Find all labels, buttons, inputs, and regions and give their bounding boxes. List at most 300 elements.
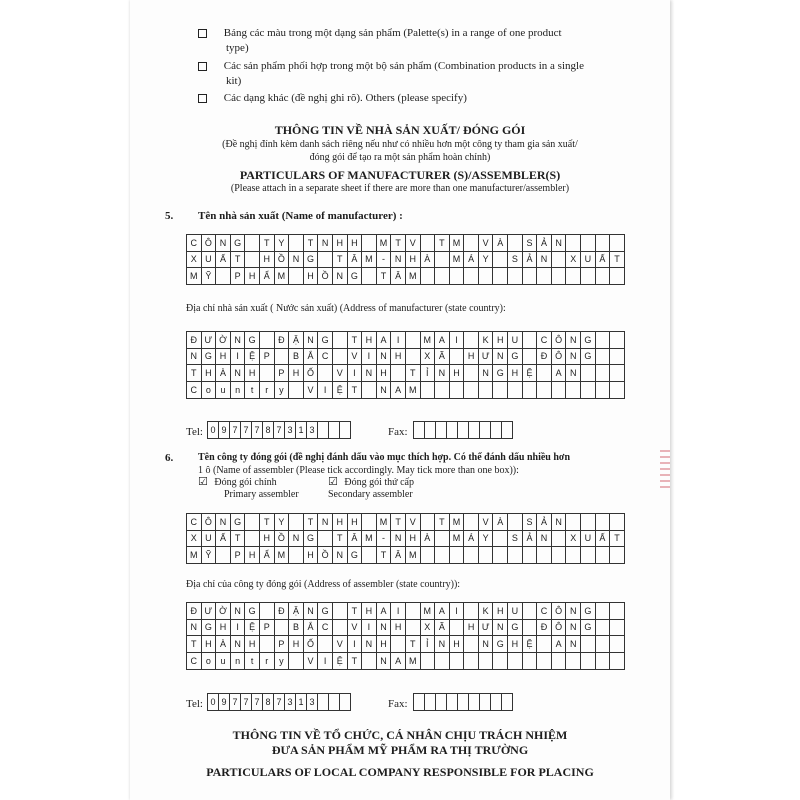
char-cell[interactable] [421,382,436,398]
char-cell[interactable]: U [202,251,217,267]
char-cell[interactable]: C [187,382,202,398]
char-cell[interactable] [610,603,625,619]
char-cell[interactable]: N [304,332,319,348]
char-cell[interactable] [333,619,348,635]
grid-row[interactable] [186,234,625,252]
char-cell[interactable]: Ắ [304,348,319,364]
char-cell[interactable]: I [348,365,363,381]
char-cell[interactable] [552,547,567,563]
char-cell[interactable]: G [202,348,217,364]
char-cell[interactable]: N [493,348,508,364]
char-cell[interactable]: G [581,348,596,364]
char-cell[interactable] [493,653,508,669]
char-cell[interactable] [596,619,611,635]
char-cell[interactable]: Ệ [523,636,538,652]
char-cell[interactable] [464,547,479,563]
char-cell[interactable]: A [552,636,567,652]
char-cell[interactable]: 8 [263,422,274,438]
char-cell[interactable] [581,514,596,530]
char-cell[interactable] [318,530,333,546]
char-cell[interactable] [391,365,406,381]
char-cell[interactable]: G [202,619,217,635]
char-cell[interactable] [260,603,275,619]
char-cell[interactable] [493,547,508,563]
char-cell[interactable]: n [231,382,246,398]
char-cell[interactable] [340,422,351,438]
char-cell[interactable]: n [231,653,246,669]
char-cell[interactable]: Ẩ [260,547,275,563]
char-cell[interactable]: H [333,514,348,530]
char-cell[interactable]: G [231,514,246,530]
char-cell[interactable]: H [450,636,465,652]
char-cell[interactable]: G [304,251,319,267]
char-cell[interactable]: N [333,268,348,284]
char-cell[interactable]: G [304,530,319,546]
char-cell[interactable]: H [245,365,260,381]
char-cell[interactable]: H [464,619,479,635]
char-cell[interactable] [362,268,377,284]
char-cell[interactable] [333,332,348,348]
char-cell[interactable]: M [450,235,465,251]
grid-row[interactable] [186,636,625,653]
char-cell[interactable]: A [435,332,450,348]
char-cell[interactable]: 3 [307,694,318,710]
char-cell[interactable]: T [391,235,406,251]
char-cell[interactable]: y [275,382,290,398]
char-cell[interactable] [479,653,494,669]
char-cell[interactable]: 7 [230,422,241,438]
char-cell[interactable] [464,653,479,669]
char-cell[interactable]: N [289,530,304,546]
grid-row[interactable] [186,513,625,531]
char-cell[interactable] [566,547,581,563]
char-cell[interactable]: Á [464,251,479,267]
char-cell[interactable]: Ỉ [421,636,436,652]
char-cell[interactable]: A [377,332,392,348]
char-cell[interactable]: Ắ [304,619,319,635]
char-cell[interactable] [289,235,304,251]
char-cell[interactable]: H [362,332,377,348]
char-cell[interactable]: N [479,636,494,652]
char-cell[interactable]: N [187,348,202,364]
char-cell[interactable] [362,514,377,530]
char-cell[interactable]: T [231,251,246,267]
char-cell[interactable]: M [450,514,465,530]
char-cell[interactable]: V [304,653,319,669]
char-cell[interactable] [523,653,538,669]
char-cell[interactable] [596,547,611,563]
char-cell[interactable] [596,636,611,652]
char-cell[interactable]: G [318,332,333,348]
char-cell[interactable]: u [216,653,231,669]
char-cell[interactable]: I [391,332,406,348]
char-cell[interactable]: H [406,530,421,546]
char-cell[interactable]: T [304,514,319,530]
char-cell[interactable]: N [435,365,450,381]
char-cell[interactable]: T [348,382,363,398]
char-cell[interactable]: H [216,348,231,364]
char-cell[interactable]: V [406,514,421,530]
char-cell[interactable] [552,530,567,546]
char-cell[interactable]: Ấ [596,251,611,267]
char-cell[interactable] [333,603,348,619]
char-cell[interactable]: H [260,530,275,546]
secondary-assembler-option[interactable]: ☑ Đóng gói thứ cấp [328,475,414,488]
char-cell[interactable]: Ờ [216,603,231,619]
char-cell[interactable] [610,382,625,398]
char-cell[interactable] [245,235,260,251]
char-cell[interactable]: Ỹ [202,268,217,284]
char-cell[interactable] [537,653,552,669]
char-cell[interactable] [245,251,260,267]
char-cell[interactable]: Ả [537,514,552,530]
char-cell[interactable]: S [508,251,523,267]
char-cell[interactable] [362,653,377,669]
char-cell[interactable] [581,365,596,381]
char-cell[interactable]: t [245,653,260,669]
char-cell[interactable] [464,235,479,251]
option-combination[interactable]: Các sản phẩm phối hợp trong một bộ sản phẩm (Combination products in a single [198,60,584,72]
char-cell[interactable]: U [508,603,523,619]
char-cell[interactable] [491,694,502,710]
char-cell[interactable]: À [216,365,231,381]
char-cell[interactable] [406,619,421,635]
char-cell[interactable]: Ấ [596,530,611,546]
char-cell[interactable]: I [450,603,465,619]
char-cell[interactable]: Ã [435,619,450,635]
char-cell[interactable]: À [493,235,508,251]
char-cell[interactable]: Ồ [275,251,290,267]
char-cell[interactable]: M [275,547,290,563]
char-cell[interactable]: Ả [523,530,538,546]
checkbox[interactable] [198,62,207,71]
char-cell[interactable] [493,251,508,267]
char-cell[interactable]: 7 [274,694,285,710]
char-cell[interactable] [421,547,436,563]
char-cell[interactable]: C [318,619,333,635]
char-cell[interactable] [610,365,625,381]
char-cell[interactable]: N [187,619,202,635]
char-cell[interactable]: 9 [219,694,230,710]
char-cell[interactable]: Đ [275,332,290,348]
char-cell[interactable] [318,694,329,710]
char-cell[interactable]: X [421,348,436,364]
char-cell[interactable] [581,547,596,563]
char-cell[interactable]: Ặ [289,603,304,619]
char-cell[interactable]: Á [464,530,479,546]
char-cell[interactable] [425,694,436,710]
char-cell[interactable]: Ấ [216,251,231,267]
grid-row[interactable] [186,251,625,268]
char-cell[interactable]: X [187,530,202,546]
char-cell[interactable]: H [245,636,260,652]
char-cell[interactable]: Ẩ [260,268,275,284]
char-cell[interactable]: Ô [552,332,567,348]
char-cell[interactable]: 0 [208,422,219,438]
char-cell[interactable]: H [202,636,217,652]
char-cell[interactable]: T [333,251,348,267]
char-cell[interactable]: T [610,251,625,267]
char-cell[interactable]: N [566,365,581,381]
char-cell[interactable] [362,235,377,251]
char-cell[interactable] [464,636,479,652]
char-cell[interactable]: G [348,268,363,284]
char-cell[interactable]: T [260,514,275,530]
char-cell[interactable]: Đ [537,619,552,635]
char-cell[interactable]: M [362,530,377,546]
char-cell[interactable] [318,636,333,652]
char-cell[interactable]: T [187,636,202,652]
char-cell[interactable]: 1 [296,694,307,710]
char-cell[interactable]: C [318,348,333,364]
char-cell[interactable]: G [493,636,508,652]
char-cell[interactable] [596,348,611,364]
char-cell[interactable] [435,530,450,546]
char-cell[interactable]: M [406,382,421,398]
char-cell[interactable] [596,332,611,348]
char-cell[interactable]: P [260,619,275,635]
char-cell[interactable] [245,530,260,546]
char-cell[interactable]: G [581,603,596,619]
char-cell[interactable] [340,694,351,710]
char-cell[interactable] [566,268,581,284]
grid-row[interactable] [186,382,625,399]
char-cell[interactable]: H [406,251,421,267]
char-cell[interactable]: N [552,514,567,530]
char-cell[interactable]: H [304,268,319,284]
char-cell[interactable]: P [275,636,290,652]
char-cell[interactable]: H [464,348,479,364]
char-cell[interactable]: Đ [275,603,290,619]
char-cell[interactable]: Ã [435,348,450,364]
char-cell[interactable]: I [348,636,363,652]
char-cell[interactable]: Ả [537,235,552,251]
char-cell[interactable]: T [610,530,625,546]
char-cell[interactable]: T [348,653,363,669]
char-cell[interactable]: B [289,348,304,364]
char-cell[interactable] [537,268,552,284]
char-cell[interactable]: C [537,332,552,348]
char-cell[interactable]: N [566,603,581,619]
char-cell[interactable]: N [479,365,494,381]
char-cell[interactable] [523,603,538,619]
char-cell[interactable] [329,422,340,438]
char-cell[interactable]: H [289,365,304,381]
char-cell[interactable] [362,382,377,398]
char-cell[interactable] [450,547,465,563]
char-cell[interactable]: M [406,268,421,284]
char-cell[interactable]: M [406,653,421,669]
char-cell[interactable] [479,382,494,398]
char-cell[interactable]: T [348,603,363,619]
char-cell[interactable]: M [362,251,377,267]
char-cell[interactable] [406,603,421,619]
char-cell[interactable] [596,268,611,284]
char-cell[interactable]: P [275,365,290,381]
char-cell[interactable]: X [421,619,436,635]
char-cell[interactable] [421,514,436,530]
char-cell[interactable]: H [304,547,319,563]
char-cell[interactable]: Ô [202,514,217,530]
char-cell[interactable] [391,636,406,652]
char-cell[interactable]: H [289,636,304,652]
char-cell[interactable]: G [231,235,246,251]
char-cell[interactable]: M [450,251,465,267]
char-cell[interactable]: C [187,653,202,669]
char-cell[interactable] [275,348,290,364]
char-cell[interactable] [596,653,611,669]
char-cell[interactable]: N [304,603,319,619]
char-cell[interactable]: N [289,251,304,267]
char-cell[interactable]: N [537,251,552,267]
char-cell[interactable] [493,268,508,284]
char-cell[interactable]: H [245,547,260,563]
char-cell[interactable]: N [566,348,581,364]
char-cell[interactable] [537,365,552,381]
char-cell[interactable] [610,332,625,348]
char-cell[interactable]: H [391,348,406,364]
char-cell[interactable] [523,547,538,563]
char-cell[interactable] [289,514,304,530]
char-cell[interactable]: T [391,514,406,530]
char-cell[interactable]: Ô [552,348,567,364]
char-cell[interactable] [610,653,625,669]
char-cell[interactable]: H [245,268,260,284]
char-cell[interactable] [435,251,450,267]
char-cell[interactable]: N [318,514,333,530]
char-cell[interactable]: T [406,636,421,652]
char-cell[interactable]: N [231,332,246,348]
char-cell[interactable]: Â [348,530,363,546]
char-cell[interactable]: Ố [304,636,319,652]
char-cell[interactable] [508,382,523,398]
char-cell[interactable]: U [581,530,596,546]
char-cell[interactable]: Đ [537,348,552,364]
char-cell[interactable]: V [304,382,319,398]
char-cell[interactable]: Ư [479,348,494,364]
char-cell[interactable]: H [333,235,348,251]
char-cell[interactable]: À [421,530,436,546]
char-cell[interactable]: 7 [241,422,252,438]
char-cell[interactable]: T [187,365,202,381]
char-cell[interactable] [581,235,596,251]
char-cell[interactable] [216,268,231,284]
char-cell[interactable] [491,422,502,438]
char-cell[interactable]: 3 [285,694,296,710]
char-cell[interactable] [493,530,508,546]
char-cell[interactable] [406,332,421,348]
char-cell[interactable]: N [537,530,552,546]
char-cell[interactable]: N [318,235,333,251]
char-cell[interactable]: M [406,547,421,563]
char-cell[interactable] [362,547,377,563]
char-cell[interactable]: I [450,332,465,348]
char-cell[interactable]: G [245,603,260,619]
char-cell[interactable] [464,365,479,381]
char-cell[interactable] [436,422,447,438]
char-cell[interactable]: V [479,235,494,251]
char-cell[interactable]: H [493,332,508,348]
char-cell[interactable]: H [348,514,363,530]
char-cell[interactable]: Ô [202,235,217,251]
char-cell[interactable]: Ư [202,332,217,348]
char-cell[interactable]: Ả [523,251,538,267]
char-cell[interactable] [523,348,538,364]
char-cell[interactable]: G [245,332,260,348]
char-cell[interactable]: N [231,636,246,652]
grid-row[interactable] [186,530,625,547]
char-cell[interactable]: X [566,530,581,546]
char-cell[interactable]: N [552,235,567,251]
option-others[interactable]: Các dạng khác (đề nghị ghi rõ). Others (please specify) [198,92,467,104]
char-cell[interactable]: 7 [241,694,252,710]
char-cell[interactable] [610,619,625,635]
char-cell[interactable]: Ồ [275,530,290,546]
char-cell[interactable]: K [479,332,494,348]
char-cell[interactable]: I [318,653,333,669]
char-cell[interactable] [508,653,523,669]
char-cell[interactable]: N [377,382,392,398]
char-cell[interactable]: y [275,653,290,669]
char-cell[interactable]: N [216,235,231,251]
char-cell[interactable] [450,348,465,364]
char-cell[interactable]: H [202,365,217,381]
char-cell[interactable] [458,694,469,710]
char-cell[interactable] [552,382,567,398]
char-cell[interactable]: N [435,636,450,652]
char-cell[interactable]: À [493,514,508,530]
char-cell[interactable]: V [333,365,348,381]
char-cell[interactable]: o [202,653,217,669]
char-cell[interactable]: 7 [252,422,263,438]
char-cell[interactable] [425,422,436,438]
char-cell[interactable]: S [523,514,538,530]
char-cell[interactable] [450,382,465,398]
char-cell[interactable]: I [391,603,406,619]
char-cell[interactable]: Ô [552,619,567,635]
char-cell[interactable]: N [231,603,246,619]
char-cell[interactable] [421,235,436,251]
char-cell[interactable] [414,422,425,438]
char-cell[interactable]: Ồ [318,268,333,284]
tel-input[interactable] [207,693,351,711]
char-cell[interactable] [610,547,625,563]
char-cell[interactable] [260,365,275,381]
char-cell[interactable] [581,382,596,398]
char-cell[interactable] [318,251,333,267]
char-cell[interactable] [289,653,304,669]
char-cell[interactable] [523,619,538,635]
char-cell[interactable] [435,547,450,563]
char-cell[interactable] [318,422,329,438]
checkbox[interactable] [198,29,207,38]
char-cell[interactable] [260,636,275,652]
char-cell[interactable] [469,694,480,710]
char-cell[interactable] [610,235,625,251]
char-cell[interactable] [464,382,479,398]
char-cell[interactable]: N [231,365,246,381]
char-cell[interactable]: N [377,348,392,364]
grid-row[interactable] [186,602,625,620]
char-cell[interactable]: Ệ [333,653,348,669]
char-cell[interactable]: T [435,235,450,251]
char-cell[interactable] [552,251,567,267]
char-cell[interactable]: G [508,348,523,364]
char-cell[interactable]: T [377,268,392,284]
char-cell[interactable] [610,514,625,530]
char-cell[interactable] [260,332,275,348]
char-cell[interactable]: Ỹ [202,547,217,563]
